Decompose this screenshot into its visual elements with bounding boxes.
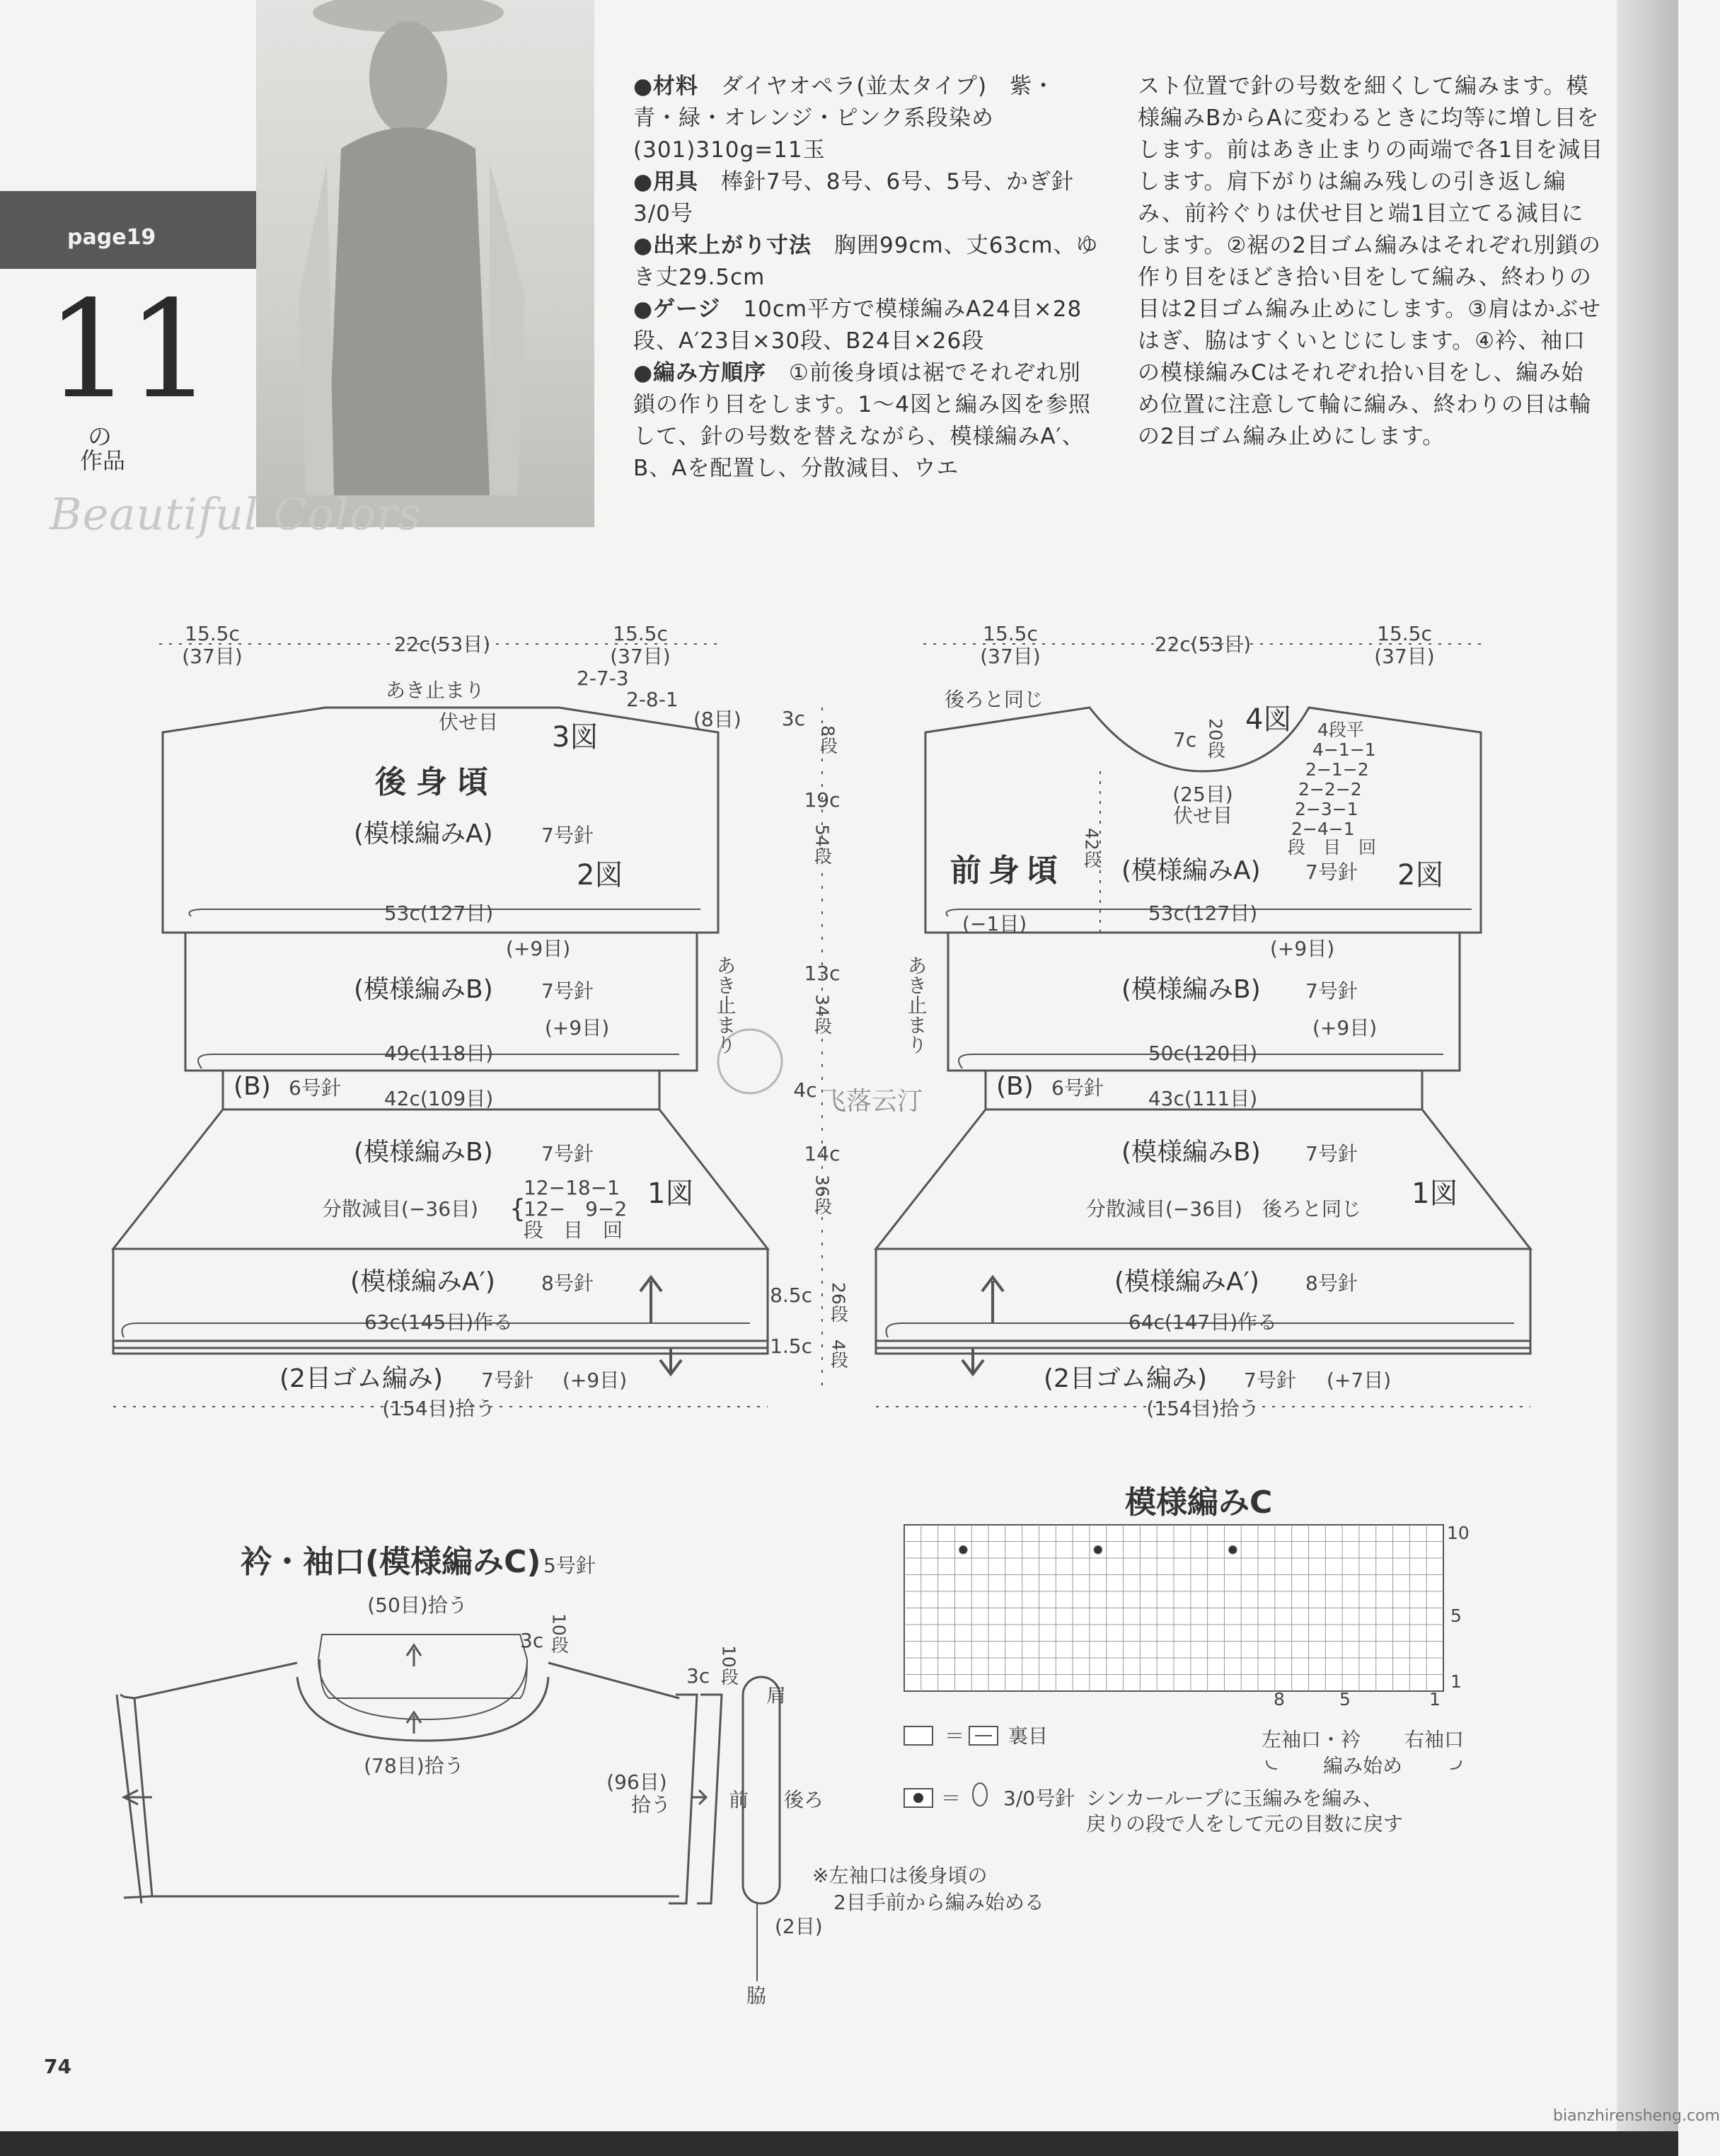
method-item: ●編み方順序 ①前後身頃は裾でそれぞれ別鎖の作り目をします。1～4図と編み図を参照して、針の号数を替えながら、模様編みA′、B、Aを配置し、分散減目、ウエ — [633, 360, 1091, 481]
back-inc-1: (+9目) — [506, 937, 571, 960]
front-dec-label: 分散減目(−36目) 後ろと同じ — [1086, 1197, 1361, 1221]
front-fuseme: 伏せ目 — [1172, 804, 1233, 827]
legend-eq-1: ＝ — [945, 1724, 965, 1748]
back-width-b: 49c(118目) — [383, 1042, 494, 1065]
legend-text-1: シンカーループに玉編みを編み、 — [1086, 1787, 1383, 1810]
front-pattern-b: (模様編みB) — [1121, 975, 1261, 1004]
center-scale — [714, 707, 928, 1368]
chart-c-title: 模様編みC — [1125, 1485, 1273, 1521]
sleeve-shoulder: 肩 — [766, 1683, 787, 1707]
sleeve-c3: 3c — [686, 1664, 710, 1688]
sleeve-rows10: 10段 — [718, 1645, 739, 1685]
front-needle-7a: 7号針 — [1305, 860, 1358, 884]
sleeve-pickup-word: 拾う — [630, 1793, 671, 1816]
front-width-left: 15.5c — [983, 622, 1038, 645]
back-width-left: 15.5c — [185, 622, 240, 645]
method-continued: スト位置で針の号数を細くして編みます。模様編みBからAに変わるときに均等に増し目をします。前はあき止まりの両端で各1目を減目します。肩下がりは編み残しの引き返し編み、前衿ぐりは伏せ目と端1目立てる減目にします。②裾の2目ゴム編みはそれぞれ別鎖の作り目をほどき拾い目をして編み、終わりの目は2目ゴム編み止めにします。③肩はかぶせはぎ、脇はすくいとじにします。④衿、袖口の模様編みCはそれぞれ拾い目をし、編み始め位置に注意して輪に編み、終わりの目は輪の2目ゴム編み止めにします。 — [1138, 74, 1604, 449]
front-width-mid: 22c(53目) — [1154, 633, 1252, 656]
collar-pickup-bottom: (78目)拾う — [364, 1754, 464, 1777]
scale-cm-3: 13c — [804, 962, 841, 985]
back-needle-8: 8号針 — [541, 1272, 594, 1295]
chart-row-5: 5 — [1450, 1606, 1462, 1626]
front-neck-dec-1: 4段平 — [1317, 720, 1364, 740]
collar-rows10: 10段 — [548, 1613, 570, 1654]
back-shoulder-dec-3: (8目) — [693, 708, 741, 731]
front-pattern-a: (模様編みA) — [1121, 856, 1261, 885]
scale-rows-6: 26段 — [828, 1282, 849, 1322]
back-dec-label: 分散減目(−36目) — [322, 1197, 478, 1221]
svg-text:{: { — [509, 1194, 526, 1223]
front-fig4: 4図 — [1245, 703, 1292, 736]
size-item: ●出来上がり寸法 胸囲99cm、丈63cm、ゆき丈29.5cm — [633, 233, 1099, 290]
chart-right-sleeve: 右袖口 — [1404, 1728, 1465, 1751]
back-width-mid: 22c(53目) — [393, 633, 491, 656]
back-width-waist: 42c(109目) — [383, 1087, 494, 1110]
scale-rows-1: 8段 — [817, 725, 838, 754]
scale-cm-2: 19c — [804, 788, 841, 812]
back-aki-top: あき止まり — [385, 679, 485, 702]
sleeve-back: 後ろ — [784, 1788, 824, 1811]
bobble-icon — [913, 1793, 923, 1803]
back-dec-row-3: 段 目 回 — [524, 1218, 623, 1242]
page-number: 74 — [44, 2055, 71, 2078]
scale-rows-2: 54段 — [812, 824, 833, 865]
back-body-labels — [182, 622, 741, 1420]
front-title: 前身頃 — [950, 853, 1065, 889]
front-dec-1: (−1目) — [962, 912, 1027, 935]
back-needle-7b: 7号針 — [541, 979, 594, 1003]
chart-left-sleeve: 左袖口・衿 — [1262, 1728, 1361, 1751]
scale-cm-1: 3c — [781, 707, 805, 730]
scale-rows-3: 34段 — [812, 994, 833, 1034]
sleeve-front: 前 — [729, 1788, 749, 1811]
gauge-item: ●ゲージ 10cm平方で模様編みA24目×28段、A′23目×30段、B24目×26段 — [633, 296, 1083, 354]
back-title: 後身頃 — [375, 764, 498, 800]
back-pickup: (154目)拾う — [382, 1397, 495, 1420]
front-band-b: (B) — [996, 1072, 1034, 1101]
sleeve-two: (2目) — [775, 1915, 823, 1938]
front-neck-dec-4: 2−2−2 — [1298, 779, 1362, 800]
back-fig3: 3図 — [552, 721, 599, 754]
front-fig1: 1図 — [1412, 1177, 1458, 1210]
front-fig2: 2図 — [1397, 859, 1444, 892]
front-needle-7c: 7号針 — [1305, 1142, 1358, 1165]
collar-title: 衿・袖口(模様編みC) — [241, 1544, 541, 1580]
back-needle-7d: 7号針 — [481, 1368, 533, 1392]
back-dec-row-1: 12−18−1 — [524, 1176, 620, 1199]
scale-rows-7: 4段 — [828, 1339, 849, 1368]
front-needle-7b: 7号針 — [1305, 979, 1358, 1003]
back-needle-7c: 7号針 — [541, 1142, 594, 1165]
back-fuseme: 伏せ目 — [439, 710, 499, 734]
front-pattern-b2: (模様編みB) — [1121, 1138, 1261, 1167]
work-label: 作品 — [80, 447, 126, 474]
back-body-shape — [113, 708, 768, 1354]
front-inc-1: (+9目) — [1270, 937, 1335, 960]
front-inc-3: (+7目) — [1327, 1368, 1392, 1392]
chart-row-1: 1 — [1450, 1671, 1462, 1692]
legend-hook: 3/0号針 — [1003, 1787, 1075, 1810]
front-neck-dec-5: 2−3−1 — [1295, 799, 1358, 819]
back-inc-3: (+9目) — [562, 1368, 628, 1392]
work-no-particle: の — [88, 423, 112, 451]
sleeve-side: 脇 — [746, 1984, 767, 2007]
scale-cm-4: 4c — [793, 1078, 817, 1102]
back-width-left-stitches: (37目) — [182, 645, 243, 668]
back-shoulder-dec-2: 2-8-1 — [626, 688, 679, 711]
front-width-b: 50c(120目) — [1148, 1042, 1258, 1065]
back-aki-side: あき止まり — [713, 955, 737, 1054]
front-neck-rows: 20段 — [1205, 718, 1226, 759]
back-inc-2: (+9目) — [545, 1016, 610, 1039]
front-neck-cm: 7c — [1173, 728, 1197, 751]
back-band-b: (B) — [233, 1072, 271, 1101]
front-neck-dec-2: 4−1−1 — [1312, 739, 1376, 760]
front-aki-side: あき止まり — [904, 955, 928, 1054]
chart-col-1: 1 — [1429, 1689, 1441, 1710]
front-needle-7d: 7号針 — [1244, 1368, 1296, 1392]
front-neck-dec-7: 段 目 回 — [1288, 837, 1377, 858]
materials-item: ●材料 ダイヤオペラ(並太タイプ) 紫・青・緑・オレンジ・ピンク系段染め(301)310g=11玉 — [633, 74, 1056, 163]
scale-cm-6: 8.5c — [770, 1284, 812, 1307]
back-pattern-a2: (模様編みA′) — [350, 1267, 495, 1296]
front-pattern-a2: (模様編みA′) — [1114, 1267, 1259, 1296]
collar-c3: 3c — [520, 1629, 544, 1652]
brand-script: Beautiful Colors — [50, 488, 422, 540]
sleeve-note-1: ※左袖口は後身頃の — [812, 1864, 988, 1887]
legend-eq-2: ＝ — [941, 1787, 962, 1810]
chart-bobble — [1094, 1545, 1102, 1554]
front-neck-dec-6: 2−4−1 — [1291, 819, 1355, 839]
footer-watermark: bianzhirensheng.com — [1553, 2107, 1720, 2125]
front-body-labels — [945, 622, 1458, 1420]
back-rib: (2目ゴム編み) — [279, 1364, 443, 1393]
front-neck-bind: (25目) — [1172, 783, 1233, 806]
tools-item: ●用具 棒針7号、8号、6号、5号、かぎ針3/0号 — [633, 169, 1074, 226]
front-width-right: 15.5c — [1377, 622, 1432, 645]
front-width-right-stitches: (37目) — [1374, 645, 1435, 668]
work-number: 11 — [46, 272, 209, 428]
chart-c — [904, 1485, 1470, 1835]
legend-purl: 裏目 — [1008, 1724, 1049, 1748]
back-needle-6: 6号針 — [289, 1076, 341, 1100]
chart-start: 編み始め — [1323, 1754, 1403, 1777]
front-same-as-back: 後ろと同じ — [945, 688, 1044, 711]
chart-col-8: 8 — [1274, 1689, 1285, 1710]
chart-row-10: 10 — [1447, 1523, 1470, 1543]
front-needle-6: 6号針 — [1051, 1076, 1104, 1100]
back-shoulder-dec-1: 2-7-3 — [577, 667, 629, 690]
front-pickup: (154目)拾う — [1146, 1397, 1259, 1420]
crochet-hook-icon — [973, 1783, 987, 1806]
back-width-a: 53c(127目) — [383, 901, 494, 925]
scale-cm-5: 14c — [804, 1142, 841, 1165]
front-width-left-stitches: (37目) — [980, 645, 1041, 668]
collar-needle: 5号針 — [543, 1554, 596, 1577]
legend-text-2: 戻りの段で人をして元の目数に戻す — [1086, 1812, 1404, 1835]
front-neck-dec-3: 2−1−2 — [1305, 759, 1369, 780]
front-width-waist: 43c(111目) — [1148, 1087, 1258, 1110]
watermark-stamp — [718, 1030, 923, 1116]
front-inc-2: (+9目) — [1312, 1016, 1378, 1039]
front-width-a: 53c(127目) — [1148, 901, 1258, 925]
chart-bobble — [1228, 1545, 1237, 1554]
back-needle-7a: 7号針 — [541, 824, 594, 847]
sleeve-pickup: (96目) — [606, 1770, 667, 1794]
back-dec-row-2: 12− 9−2 — [524, 1197, 628, 1221]
back-fig2: 2図 — [577, 859, 623, 892]
back-pattern-b: (模様編みB) — [354, 975, 493, 1004]
footer-bar — [0, 2131, 1678, 2156]
collar-sleeve-shape — [117, 1635, 780, 1981]
page-reference-label: page19 — [67, 225, 156, 250]
watermark-text: 飞落云汀 — [821, 1087, 923, 1116]
back-pattern-b2: (模様編みB) — [354, 1138, 493, 1167]
back-width-right: 15.5c — [613, 622, 668, 645]
scale-rows-5: 36段 — [812, 1175, 833, 1215]
sleeve-note-2: 2目手前から編み始める — [833, 1891, 1044, 1914]
front-rib: (2目ゴム編み) — [1044, 1364, 1207, 1393]
back-fig1: 1図 — [647, 1177, 694, 1210]
collar-pickup-top: (50目)拾う — [367, 1593, 468, 1617]
front-side-rows: 42段 — [1081, 828, 1102, 868]
back-width-right-stitches: (37目) — [610, 645, 671, 668]
front-width-hem: 64c(147目)作る — [1128, 1310, 1278, 1334]
front-needle-8: 8号針 — [1305, 1272, 1358, 1295]
scale-cm-7: 1.5c — [770, 1334, 812, 1358]
back-pattern-a: (模様編みA) — [354, 819, 493, 848]
chart-col-5: 5 — [1339, 1689, 1351, 1710]
back-width-hem: 63c(145目)作る — [364, 1310, 514, 1334]
chart-bobble — [959, 1545, 967, 1554]
